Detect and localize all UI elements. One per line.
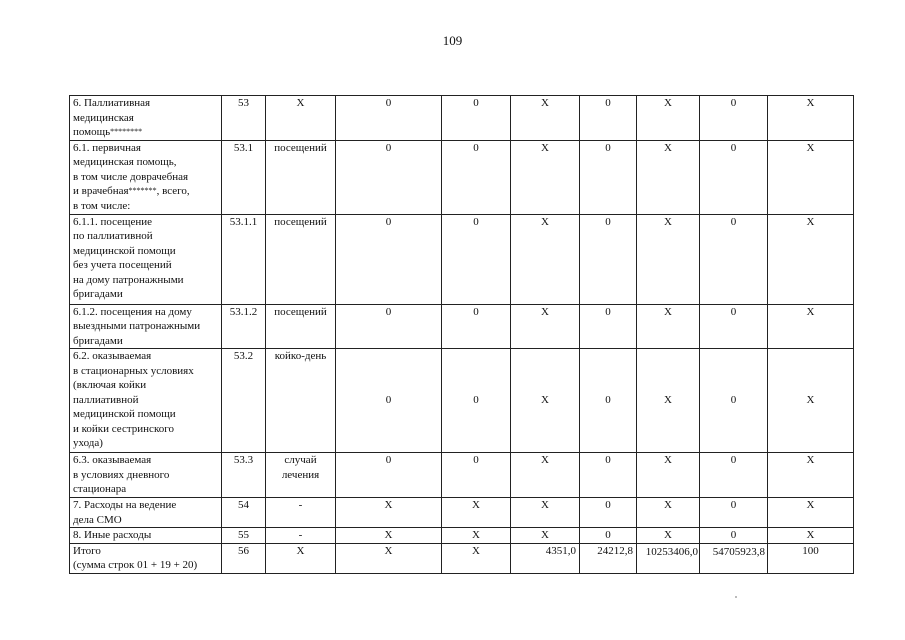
row-value: 0 — [336, 349, 442, 453]
row-code: 53.1.2 — [222, 304, 266, 349]
row-value: 0 — [580, 96, 637, 141]
row-name: 6.2. оказываемая в стационарных условиях (включая койки паллиативной медицинской помощи и койки сестринского ухода) — [70, 349, 222, 453]
row-value: 0 — [580, 349, 637, 453]
row-value: 0 — [336, 214, 442, 304]
row-value: X — [768, 453, 854, 498]
row-value: X — [336, 528, 442, 544]
table-row — [70, 214, 854, 304]
row-value: 0 — [700, 349, 768, 453]
row-value: X — [511, 498, 580, 528]
row-value: 0 — [580, 140, 637, 214]
row-unit: - — [266, 528, 336, 544]
row-name: 7. Расходы на ведение дела СМО — [70, 498, 222, 528]
row-value: 0 — [700, 304, 768, 349]
row-value: 0 — [580, 304, 637, 349]
report-table — [69, 95, 854, 574]
table-row — [70, 528, 854, 544]
row-unit: случай лечения — [266, 453, 336, 498]
row-name: Итого (сумма строк 01 + 19 + 20) — [70, 543, 222, 573]
page-number: 109 — [442, 33, 463, 48]
row-value: X — [442, 528, 511, 544]
row-value: 4351,0 — [511, 543, 580, 573]
table-row — [70, 453, 854, 498]
row-value: 0 — [442, 140, 511, 214]
row-value: 0 — [700, 498, 768, 528]
row-unit: посещений — [266, 140, 336, 214]
row-value: X — [442, 498, 511, 528]
row-code: 53.2 — [222, 349, 266, 453]
row-value: 0 — [580, 528, 637, 544]
row-value: X — [442, 543, 511, 573]
row-value: 0 — [700, 96, 768, 141]
row-value: 24212,8 — [580, 543, 637, 573]
row-value: 0 — [336, 453, 442, 498]
row-value: 0 — [580, 453, 637, 498]
row-unit: - — [266, 498, 336, 528]
row-value: 0 — [442, 96, 511, 141]
row-value: 100 — [768, 543, 854, 573]
row-value: X — [637, 528, 700, 544]
row-value: X — [637, 214, 700, 304]
row-value: 0 — [580, 214, 637, 304]
row-unit: X — [266, 543, 336, 573]
row-value: X — [768, 528, 854, 544]
row-value: 0 — [442, 453, 511, 498]
table-row — [70, 349, 854, 453]
row-value: X — [637, 349, 700, 453]
row-value: X — [768, 349, 854, 453]
row-name: 6.3. оказываемая в условиях дневного стационара — [70, 453, 222, 498]
row-code: 53 — [222, 96, 266, 141]
row-value: X — [511, 96, 580, 141]
row-code: 56 — [222, 543, 266, 573]
row-value: 0 — [442, 304, 511, 349]
row-value: X — [511, 453, 580, 498]
row-value: X — [511, 349, 580, 453]
row-value: X — [511, 140, 580, 214]
row-value: X — [336, 498, 442, 528]
row-name: 6.1.1. посещение по паллиативной медицинской помощи без учета посещений на дому патронажными бригадами — [70, 214, 222, 304]
row-code: 53.3 — [222, 453, 266, 498]
row-value: 0 — [442, 214, 511, 304]
row-value: 0 — [336, 304, 442, 349]
row-value: X — [768, 140, 854, 214]
row-value: X — [637, 304, 700, 349]
row-unit: посещений — [266, 214, 336, 304]
table-row — [70, 498, 854, 528]
row-value: 0 — [336, 140, 442, 214]
row-value: 0 — [700, 140, 768, 214]
table-row — [70, 543, 854, 573]
table-row — [70, 304, 854, 349]
row-value: 10253406,0 — [637, 543, 700, 573]
row-value: X — [637, 96, 700, 141]
row-value: X — [511, 214, 580, 304]
scan-speck — [735, 596, 737, 598]
row-code: 53.1.1 — [222, 214, 266, 304]
row-value: X — [637, 453, 700, 498]
row-unit: X — [266, 96, 336, 141]
table-row — [70, 96, 854, 141]
row-value: X — [768, 498, 854, 528]
row-value: X — [511, 528, 580, 544]
row-code: 54 — [222, 498, 266, 528]
row-code: 53.1 — [222, 140, 266, 214]
row-value: X — [336, 543, 442, 573]
row-value: X — [768, 96, 854, 141]
row-value: X — [511, 304, 580, 349]
row-name: 6.1. первичная медицинская помощь, в том числе доврачебная и врачебная*******, всего, в том числе: — [70, 140, 222, 214]
row-code: 55 — [222, 528, 266, 544]
row-value: 0 — [700, 453, 768, 498]
row-name: 6.1.2. посещения на дому выездными патронажными бригадами — [70, 304, 222, 349]
row-value: X — [637, 498, 700, 528]
row-value: 0 — [700, 528, 768, 544]
row-value: X — [768, 304, 854, 349]
row-value: 0 — [580, 498, 637, 528]
row-value: 0 — [700, 214, 768, 304]
table-row — [70, 140, 854, 214]
row-value: X — [768, 214, 854, 304]
row-value: X — [637, 140, 700, 214]
row-unit: койко-день — [266, 349, 336, 453]
row-value: 0 — [442, 349, 511, 453]
row-value: 54705923,8 — [700, 543, 768, 573]
row-name: 6. Паллиативная медицинская помощь******** — [70, 96, 222, 141]
row-unit: посещений — [266, 304, 336, 349]
row-name: 8. Иные расходы — [70, 528, 222, 544]
row-value: 0 — [336, 96, 442, 141]
